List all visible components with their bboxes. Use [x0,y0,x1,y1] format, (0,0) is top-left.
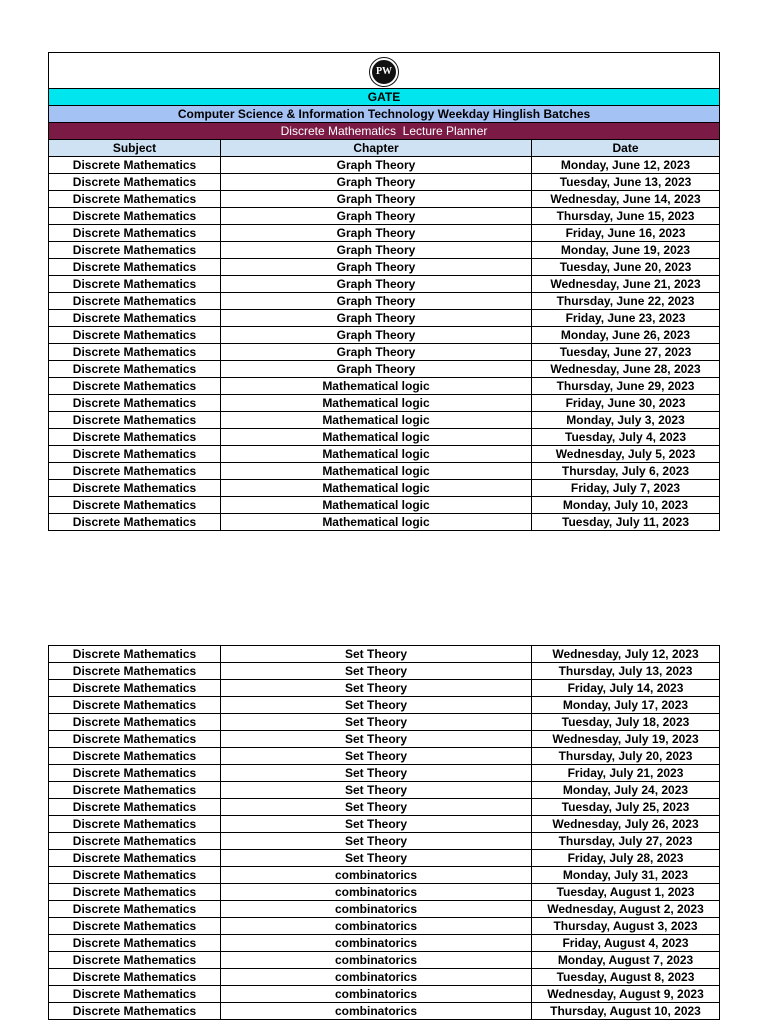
table-row [49,446,720,463]
date-cell: Monday, August 7, 2023 [532,952,720,969]
lecture-planner-body-continued [49,646,720,1020]
lecture-planner-table-continued [48,645,720,1020]
date-cell: Monday, July 31, 2023 [532,867,720,884]
subject-cell: Discrete Mathematics [49,935,221,952]
table-row [49,344,720,361]
chapter-cell: Mathematical logic [221,446,532,463]
date-cell: Friday, July 14, 2023 [532,680,720,697]
table-row [49,918,720,935]
chapter-cell: Mathematical logic [221,463,532,480]
exam-title: GATE [49,89,720,106]
date-cell: Wednesday, July 5, 2023 [532,446,720,463]
date-cell: Tuesday, June 20, 2023 [532,259,720,276]
chapter-cell: Set Theory [221,765,532,782]
subject-cell: Discrete Mathematics [49,833,221,850]
subject-cell: Discrete Mathematics [49,901,221,918]
column-header-subject: Subject [49,140,221,157]
subject-cell: Discrete Mathematics [49,259,221,276]
chapter-cell: Graph Theory [221,276,532,293]
table-row [49,646,720,663]
chapter-cell: Graph Theory [221,225,532,242]
exam-row [49,89,720,106]
table-row [49,799,720,816]
table-row [49,986,720,1003]
planner-title: Discrete Mathematics Lecture Planner [49,123,720,140]
subject-cell: Discrete Mathematics [49,986,221,1003]
lecture-planner-table [48,52,720,531]
chapter-cell: Graph Theory [221,191,532,208]
chapter-cell: Graph Theory [221,293,532,310]
subject-cell: Discrete Mathematics [49,242,221,259]
column-header-row [49,140,720,157]
chapter-cell: Mathematical logic [221,378,532,395]
chapter-cell: Graph Theory [221,361,532,378]
date-cell: Friday, June 30, 2023 [532,395,720,412]
subject-cell: Discrete Mathematics [49,799,221,816]
subject-cell: Discrete Mathematics [49,310,221,327]
date-cell: Tuesday, July 4, 2023 [532,429,720,446]
subject-cell: Discrete Mathematics [49,816,221,833]
chapter-cell: Graph Theory [221,208,532,225]
chapter-cell: Graph Theory [221,174,532,191]
table-row [49,867,720,884]
table-row [49,293,720,310]
date-cell: Tuesday, July 25, 2023 [532,799,720,816]
date-cell: Monday, July 24, 2023 [532,782,720,799]
table-row [49,765,720,782]
table-row [49,697,720,714]
table-row [49,782,720,799]
date-cell: Wednesday, July 26, 2023 [532,816,720,833]
date-cell: Tuesday, August 8, 2023 [532,969,720,986]
date-cell: Monday, July 17, 2023 [532,697,720,714]
date-cell: Thursday, July 13, 2023 [532,663,720,680]
subject-cell: Discrete Mathematics [49,969,221,986]
subject-cell: Discrete Mathematics [49,208,221,225]
table-row [49,242,720,259]
table-row [49,208,720,225]
table-row [49,731,720,748]
subject-cell: Discrete Mathematics [49,646,221,663]
chapter-cell: Mathematical logic [221,514,532,531]
chapter-cell: Set Theory [221,714,532,731]
chapter-cell: combinatorics [221,901,532,918]
batch-row [49,106,720,123]
date-cell: Thursday, July 6, 2023 [532,463,720,480]
chapter-cell: combinatorics [221,952,532,969]
pw-logo: PW [370,58,398,86]
lecture-planner-body [49,53,720,531]
subject-cell: Discrete Mathematics [49,412,221,429]
date-cell: Thursday, July 27, 2023 [532,833,720,850]
chapter-cell: Set Theory [221,731,532,748]
date-cell: Friday, July 7, 2023 [532,480,720,497]
table-row [49,884,720,901]
date-cell: Tuesday, June 13, 2023 [532,174,720,191]
chapter-cell: Graph Theory [221,157,532,174]
subject-cell: Discrete Mathematics [49,497,221,514]
column-header-date: Date [532,140,720,157]
table-row [49,663,720,680]
chapter-cell: Set Theory [221,663,532,680]
subject-cell: Discrete Mathematics [49,276,221,293]
subject-cell: Discrete Mathematics [49,680,221,697]
date-cell: Wednesday, June 28, 2023 [532,361,720,378]
subject-cell: Discrete Mathematics [49,395,221,412]
subject-cell: Discrete Mathematics [49,361,221,378]
table-row [49,714,720,731]
date-cell: Monday, June 12, 2023 [532,157,720,174]
date-cell: Monday, July 3, 2023 [532,412,720,429]
chapter-cell: Mathematical logic [221,412,532,429]
table-row [49,680,720,697]
chapter-cell: combinatorics [221,867,532,884]
date-cell: Friday, July 21, 2023 [532,765,720,782]
logo-cell [49,53,720,89]
subject-cell: Discrete Mathematics [49,344,221,361]
chapter-cell: Mathematical logic [221,497,532,514]
date-cell: Wednesday, July 12, 2023 [532,646,720,663]
table-row [49,901,720,918]
chapter-cell: Mathematical logic [221,395,532,412]
chapter-cell: Graph Theory [221,344,532,361]
date-cell: Friday, June 23, 2023 [532,310,720,327]
subject-cell: Discrete Mathematics [49,480,221,497]
subject-cell: Discrete Mathematics [49,293,221,310]
date-cell: Wednesday, August 9, 2023 [532,986,720,1003]
table-row [49,816,720,833]
subject-cell: Discrete Mathematics [49,327,221,344]
table-row [49,850,720,867]
date-cell: Wednesday, June 21, 2023 [532,276,720,293]
date-cell: Tuesday, August 1, 2023 [532,884,720,901]
chapter-cell: Set Theory [221,680,532,697]
chapter-cell: Set Theory [221,782,532,799]
table-row [49,833,720,850]
table-row [49,412,720,429]
subject-cell: Discrete Mathematics [49,884,221,901]
chapter-cell: Graph Theory [221,310,532,327]
table-row [49,1003,720,1020]
chapter-cell: Set Theory [221,697,532,714]
subject-cell: Discrete Mathematics [49,952,221,969]
date-cell: Monday, July 10, 2023 [532,497,720,514]
subject-cell: Discrete Mathematics [49,1003,221,1020]
date-cell: Tuesday, July 18, 2023 [532,714,720,731]
date-cell: Thursday, August 3, 2023 [532,918,720,935]
table-row [49,395,720,412]
subject-cell: Discrete Mathematics [49,157,221,174]
subject-cell: Discrete Mathematics [49,748,221,765]
chapter-cell: combinatorics [221,884,532,901]
date-cell: Thursday, July 20, 2023 [532,748,720,765]
table-row [49,514,720,531]
chapter-cell: Set Theory [221,833,532,850]
date-cell: Monday, June 19, 2023 [532,242,720,259]
date-cell: Wednesday, August 2, 2023 [532,901,720,918]
batch-title: Computer Science & Information Technology Weekday Hinglish Batches [49,106,720,123]
table-row [49,935,720,952]
table-row [49,748,720,765]
table-row [49,463,720,480]
chapter-cell: Set Theory [221,850,532,867]
date-cell: Friday, June 16, 2023 [532,225,720,242]
chapter-cell: Graph Theory [221,327,532,344]
subject-cell: Discrete Mathematics [49,714,221,731]
chapter-cell: combinatorics [221,918,532,935]
date-cell: Thursday, June 15, 2023 [532,208,720,225]
date-cell: Wednesday, June 14, 2023 [532,191,720,208]
table-row [49,952,720,969]
table-row [49,157,720,174]
table-row [49,327,720,344]
date-cell: Friday, August 4, 2023 [532,935,720,952]
subject-cell: Discrete Mathematics [49,174,221,191]
subject-cell: Discrete Mathematics [49,850,221,867]
subject-cell: Discrete Mathematics [49,378,221,395]
subject-cell: Discrete Mathematics [49,697,221,714]
date-cell: Wednesday, July 19, 2023 [532,731,720,748]
subject-cell: Discrete Mathematics [49,429,221,446]
date-cell: Friday, July 28, 2023 [532,850,720,867]
chapter-cell: Mathematical logic [221,480,532,497]
table-row [49,378,720,395]
table-row [49,259,720,276]
date-cell: Thursday, August 10, 2023 [532,1003,720,1020]
subject-cell: Discrete Mathematics [49,514,221,531]
subject-cell: Discrete Mathematics [49,782,221,799]
chapter-cell: Set Theory [221,799,532,816]
subject-cell: Discrete Mathematics [49,463,221,480]
table-row [49,310,720,327]
chapter-cell: Graph Theory [221,242,532,259]
table-row [49,191,720,208]
chapter-cell: Graph Theory [221,259,532,276]
table-row [49,969,720,986]
date-cell: Thursday, June 29, 2023 [532,378,720,395]
subject-cell: Discrete Mathematics [49,918,221,935]
table-row [49,480,720,497]
table-row [49,497,720,514]
subject-cell: Discrete Mathematics [49,867,221,884]
table-row [49,225,720,242]
subject-cell: Discrete Mathematics [49,731,221,748]
subject-cell: Discrete Mathematics [49,663,221,680]
date-cell: Tuesday, June 27, 2023 [532,344,720,361]
subject-cell: Discrete Mathematics [49,191,221,208]
planner-row [49,123,720,140]
subject-cell: Discrete Mathematics [49,225,221,242]
subject-cell: Discrete Mathematics [49,765,221,782]
table-row [49,429,720,446]
chapter-cell: Set Theory [221,816,532,833]
date-cell: Tuesday, July 11, 2023 [532,514,720,531]
chapter-cell: Set Theory [221,748,532,765]
column-header-chapter: Chapter [221,140,532,157]
chapter-cell: combinatorics [221,969,532,986]
table-row [49,276,720,293]
logo-row [49,53,720,89]
date-cell: Monday, June 26, 2023 [532,327,720,344]
date-cell: Thursday, June 22, 2023 [532,293,720,310]
table-row [49,361,720,378]
chapter-cell: Mathematical logic [221,429,532,446]
chapter-cell: combinatorics [221,986,532,1003]
chapter-cell: combinatorics [221,935,532,952]
chapter-cell: Set Theory [221,646,532,663]
table-row [49,174,720,191]
subject-cell: Discrete Mathematics [49,446,221,463]
chapter-cell: combinatorics [221,1003,532,1020]
